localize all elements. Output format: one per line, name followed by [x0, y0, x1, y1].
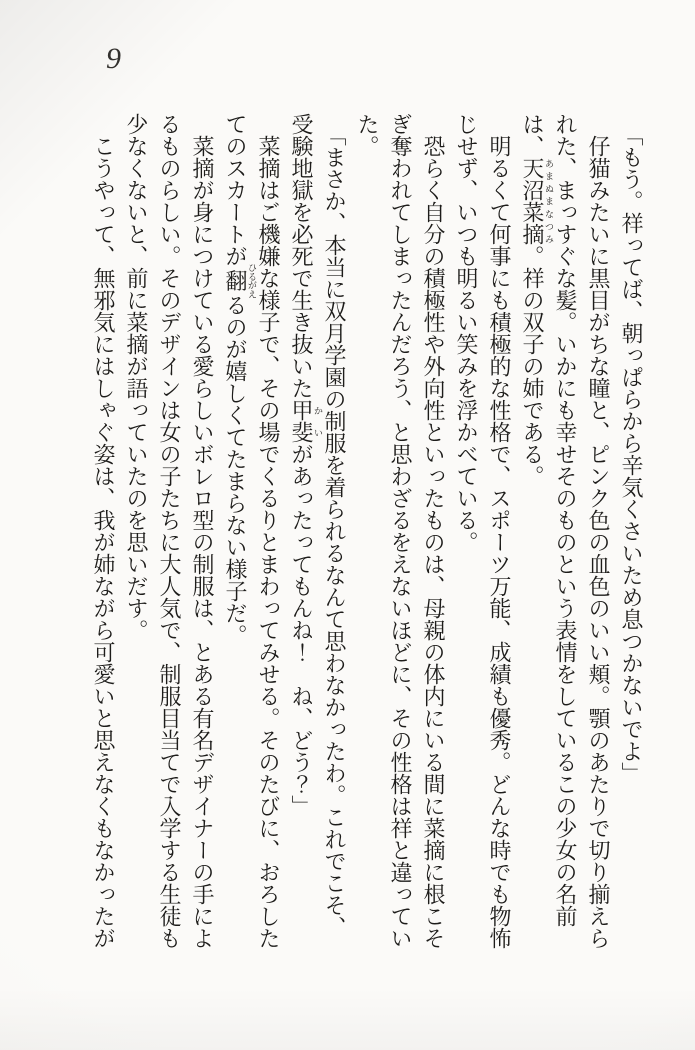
paragraph: 仔猫みたいに黒目がちな瞳と、ピンク色の血色のいい頬。顎のあたりで切り揃えられた、まっすぐな髪。いかにも幸せそのものという表情をしているこの少女の名前は、天沼菜摘あまぬまなつみ。祥の双子の姉である。	[520, 113, 611, 949]
paragraph: 明るくて何事にも積極的な性格で、スポーツ万能、成績も優秀。どんな時でも物怖じせず、いつも明るい笑みを浮かべている。	[454, 113, 512, 949]
paragraph: 恐らく自分の積極性や外向性といったものは、母親の体内にいる間に菜摘に根こそぎ奪われてしまったんだろう、と思わざるをえないほどに、その性格は祥と違っていた。	[355, 113, 446, 949]
ruby-annotation: 甲斐かい	[289, 399, 323, 443]
paragraph: 菜摘はご機嫌な様子で、その場でくるりとまわってみせる。そのたびに、おろしたてのスカートが翻ひるがえるのが嬉しくてたまらない様子だ。	[223, 113, 281, 949]
paragraph: 「もう。祥ってば、朝っぱらから辛気くさいため息つかないでよ」	[619, 124, 644, 784]
ruby-annotation: 天沼菜摘あまぬまなつみ	[520, 157, 554, 245]
vertical-text-block	[87, 113, 648, 958]
paragraph: 「まさか、本当に双月学園の制服を着られるなんて思わなかったわ。これでこそ、受験地獄を必死で生き抜いた甲斐かいがあったってもんね！ ね、どう？」	[289, 113, 347, 938]
paragraph: 菜摘が身につけている愛らしいボレロ型の制服は、とある有名デザイナーの手によるものらしい。そのデザインは女の子たちに大人気で、制服目当てで入学する生徒も少なくないと、前に菜摘が語っていたのを思いだす。	[124, 113, 215, 949]
paragraph: こうやって、無邪気にはしゃぐ姿は、我が姉ながら可愛いと思えなくもなかったが	[91, 135, 116, 949]
ruby-annotation: 翻ひるがえ	[223, 263, 257, 298]
page-number: 9	[106, 42, 121, 75]
